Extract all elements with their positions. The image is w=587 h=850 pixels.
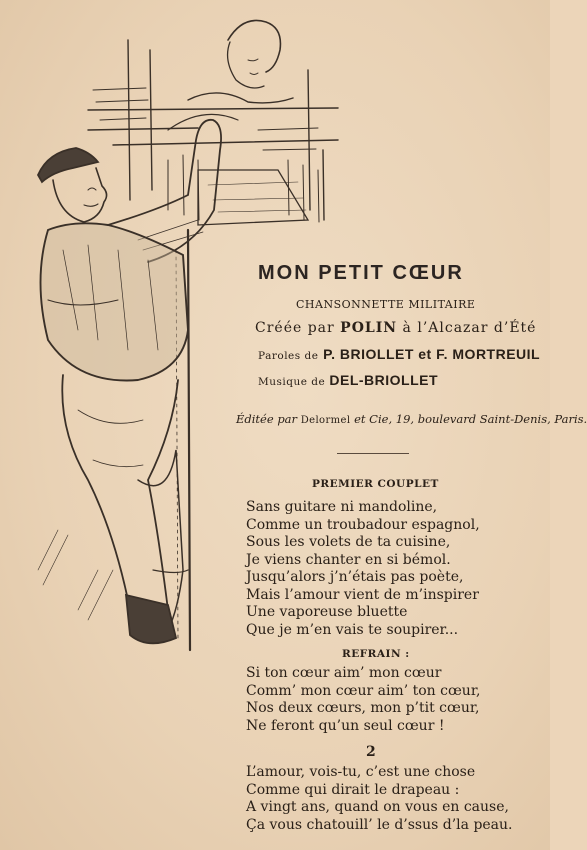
- verse-line: Comme un troubadour espagnol,: [246, 516, 480, 533]
- verse-line: Une vaporeuse bluette: [246, 604, 408, 620]
- publisher-name: Delormel: [300, 415, 351, 426]
- verse-line: Ça vous chatouill’ le d’ssus d’la peau.: [246, 816, 513, 833]
- verse-line: Nos deux cœurs, mon p’tit cœur,: [246, 700, 480, 716]
- verse-line: L’amour, vois-tu, c’est une chose: [246, 764, 476, 780]
- first-verse: [246, 499, 480, 639]
- publisher-credit: [236, 412, 587, 426]
- verse-line: Mais l’amour vient de m’inspirer: [246, 586, 479, 603]
- music-label: Musique de: [258, 376, 326, 388]
- publisher-prefix: Éditée par: [236, 412, 298, 426]
- verse-line: Que je m’en vais te soupirer...: [246, 621, 459, 638]
- verse-line: Je viens chanter en si bémol.: [246, 551, 451, 568]
- second-verse-number: 2: [366, 744, 377, 760]
- lyrics-label: Paroles de: [258, 350, 319, 362]
- verse-line: Ne feront qu’un seul cœur !: [246, 717, 445, 734]
- verse-line: A vingt ans, quand on vous en cause,: [246, 799, 509, 815]
- lyricists: P. BRIOLLET et F. MORTREUIL: [323, 346, 541, 362]
- creation-prefix: Créée par: [255, 320, 335, 336]
- verse-line: Comme qui dirait le drapeau :: [246, 781, 460, 798]
- publisher-address: et Cie, 19, boulevard Saint-Denis, Paris.: [354, 412, 587, 426]
- verse-line: Sans guitare ni mandoline,: [246, 499, 438, 515]
- composer: DEL-BRIOLLET: [329, 372, 439, 388]
- verse-line: Sous les volets de ta cuisine,: [246, 534, 451, 550]
- creator-name: POLIN: [340, 320, 398, 336]
- creation-venue: à l’Alcazar d’Été: [402, 320, 537, 336]
- refrain: [246, 665, 480, 735]
- creation-credit: [255, 320, 536, 336]
- music-credit: [258, 372, 438, 389]
- verse-line: Si ton cœur aim’ mon cœur: [246, 665, 442, 681]
- section-divider: [337, 453, 409, 454]
- song-title: MON PETIT CŒUR: [258, 262, 464, 284]
- verse-line: Comm’ mon cœur aim’ ton cœur,: [246, 682, 481, 699]
- second-verse: [246, 764, 513, 834]
- verse-line: Jusqu’alors j’n’étais pas poète,: [246, 569, 464, 585]
- lyrics-credit: [258, 346, 540, 363]
- first-verse-heading: PREMIER COUPLET: [312, 478, 439, 490]
- refrain-heading: REFRAIN :: [342, 648, 410, 660]
- song-subtitle: CHANSONNETTE MILITAIRE: [296, 298, 476, 311]
